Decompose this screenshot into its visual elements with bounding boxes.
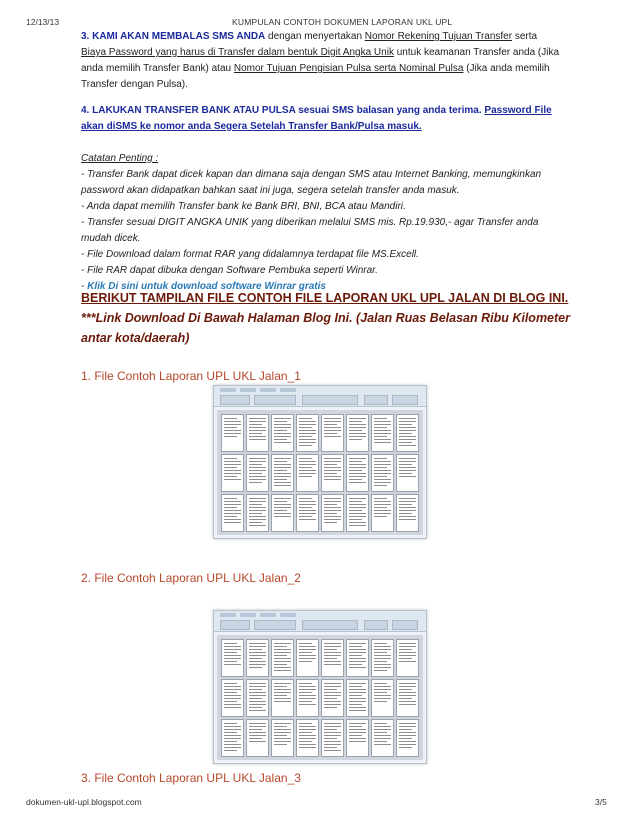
document-page-thumbnail xyxy=(321,639,344,677)
notes-block xyxy=(81,151,561,295)
document-page-thumbnail xyxy=(221,719,244,757)
step-4-text-1: sesuai SMS balasan yang anda terima. xyxy=(295,105,485,116)
document-page-thumbnail xyxy=(371,639,394,677)
note-line-5: - File RAR dapat dibuka dengan Software Pembuka seperti Winrar. xyxy=(81,265,378,276)
header-date: 12/13/13 xyxy=(26,17,60,27)
document-page-thumbnail xyxy=(346,639,369,677)
file-title-1[interactable]: 1. File Contoh Laporan UPL UKL Jalan_1 xyxy=(81,369,301,383)
document-page-thumbnail xyxy=(396,719,419,757)
section-subtitle: ***Link Download Di Bawah Halaman Blog Ini. (Jalan Ruas Belasan Ribu Kilometer antar kota/daerah) xyxy=(81,311,570,345)
document-page-thumbnail xyxy=(221,639,244,677)
step-3-text-1: dengan menyertakan xyxy=(265,31,365,42)
document-page-thumbnail xyxy=(221,679,244,717)
file-2-screenshot xyxy=(213,610,427,764)
document-page-thumbnail xyxy=(271,719,294,757)
document-page-thumbnail xyxy=(246,414,269,452)
file-title-2[interactable]: 2. File Contoh Laporan UPL UKL Jalan_2 xyxy=(81,571,301,585)
step-3-text-3: untuk keamanan Transfer anda (Jika anda memilih Transfer Bank) atau xyxy=(81,47,560,74)
notes-title: Catatan Penting : xyxy=(81,153,159,164)
document-page-thumbnail xyxy=(321,679,344,717)
note-line-2: - Anda dapat memilih Transfer bank ke Bank BRI, BNI, BCA atau Mandiri. xyxy=(81,201,406,212)
document-page-thumbnail xyxy=(371,454,394,492)
file-1-page-area xyxy=(217,410,423,535)
document-page-thumbnail xyxy=(371,719,394,757)
file-1-ribbon xyxy=(214,386,426,407)
document-page-thumbnail xyxy=(346,414,369,452)
document-page-thumbnail xyxy=(371,494,394,532)
document-page-thumbnail xyxy=(396,494,419,532)
file-2-page-area xyxy=(217,635,423,760)
document-page-thumbnail xyxy=(221,494,244,532)
step-3-lead: 3. KAMI AKAN MEMBALAS SMS ANDA xyxy=(81,31,266,42)
document-page-thumbnail xyxy=(371,414,394,452)
document-page-thumbnail xyxy=(221,454,244,492)
step-4-lead: 4. LAKUKAN TRANSFER BANK ATAU PULSA xyxy=(81,105,296,116)
note-line-1: - Transfer Bank dapat dicek kapan dan dimana saja dengan SMS atau Internet Banking, memungkinkan password akan didapatkan bahkan saat ini juga, segera setelah transfer anda masuk. xyxy=(81,169,542,196)
winrar-download-link[interactable]: Klik Di sini untuk download software Winrar gratis xyxy=(87,281,326,292)
document-page-thumbnail xyxy=(296,679,319,717)
document-page-thumbnail xyxy=(396,414,419,452)
step-3-text-2: serta xyxy=(512,31,538,42)
document-page-thumbnail xyxy=(296,414,319,452)
header-title: KUMPULAN CONTOH DOKUMEN LAPORAN UKL UPL xyxy=(232,17,453,27)
document-page-thumbnail xyxy=(396,679,419,717)
document-page-thumbnail xyxy=(246,719,269,757)
document-page-thumbnail xyxy=(296,639,319,677)
main-content xyxy=(81,29,561,295)
document-page-thumbnail xyxy=(296,454,319,492)
note-line-4: - File Download dalam format RAR yang didalamnya terdapat file MS.Excell. xyxy=(81,249,419,260)
document-page-thumbnail xyxy=(271,494,294,532)
file-1-screenshot xyxy=(213,385,427,539)
document-page-thumbnail xyxy=(246,454,269,492)
footer-url: dokumen-ukl-upl.blogspot.com xyxy=(26,797,142,807)
document-page-thumbnail xyxy=(296,719,319,757)
document-page-thumbnail xyxy=(221,414,244,452)
document-page-thumbnail xyxy=(321,719,344,757)
document-page-thumbnail xyxy=(271,639,294,677)
document-page-thumbnail xyxy=(271,414,294,452)
file-2-ribbon xyxy=(214,611,426,632)
document-page-thumbnail xyxy=(321,414,344,452)
document-page-thumbnail xyxy=(396,639,419,677)
document-page-thumbnail xyxy=(346,679,369,717)
step-3-underline-3: Nomor Tujuan Pengisian Pulsa serta Nominal Pulsa xyxy=(233,63,464,74)
document-page-thumbnail xyxy=(246,639,269,677)
section-heading xyxy=(81,288,581,348)
document-page-thumbnail xyxy=(321,454,344,492)
document-page-thumbnail xyxy=(271,679,294,717)
footer-page-number: 3/5 xyxy=(595,797,607,807)
document-page-thumbnail xyxy=(371,679,394,717)
document-page-thumbnail xyxy=(271,454,294,492)
step-4-password-link[interactable]: Password File akan diSMS ke nomor anda Segera Setelah Transfer Bank/Pulsa masuk. xyxy=(81,105,552,132)
document-page-thumbnail xyxy=(246,679,269,717)
document-page-thumbnail xyxy=(346,719,369,757)
file-title-3[interactable]: 3. File Contoh Laporan UPL UKL Jalan_3 xyxy=(81,771,301,785)
document-page-thumbnail xyxy=(346,494,369,532)
document-page-thumbnail xyxy=(346,454,369,492)
step-3-underline-2: Biaya Password yang harus di Transfer dalam bentuk Digit Angka Unik xyxy=(81,47,394,58)
note-line-3: - Transfer sesuai DIGIT ANGKA UNIK yang diberikan melalui SMS mis. Rp.19.930,- agar Transfer anda mudah dicek. xyxy=(81,217,539,244)
document-page-thumbnail xyxy=(321,494,344,532)
step-3-paragraph xyxy=(81,29,561,93)
step-3-underline-1: Nomor Rekening Tujuan Transfer xyxy=(364,31,513,42)
document-page-thumbnail xyxy=(246,494,269,532)
section-title: BERIKUT TAMPILAN FILE CONTOH FILE LAPORAN UKL UPL JALAN DI BLOG INI. xyxy=(81,291,569,305)
note-winrar-prefix: - xyxy=(81,281,88,292)
step-4-paragraph xyxy=(81,103,561,135)
document-page-thumbnail xyxy=(396,454,419,492)
document-page-thumbnail xyxy=(296,494,319,532)
step-3-text-4: (Jika anda memilih Transfer dengan Pulsa). xyxy=(81,63,550,90)
